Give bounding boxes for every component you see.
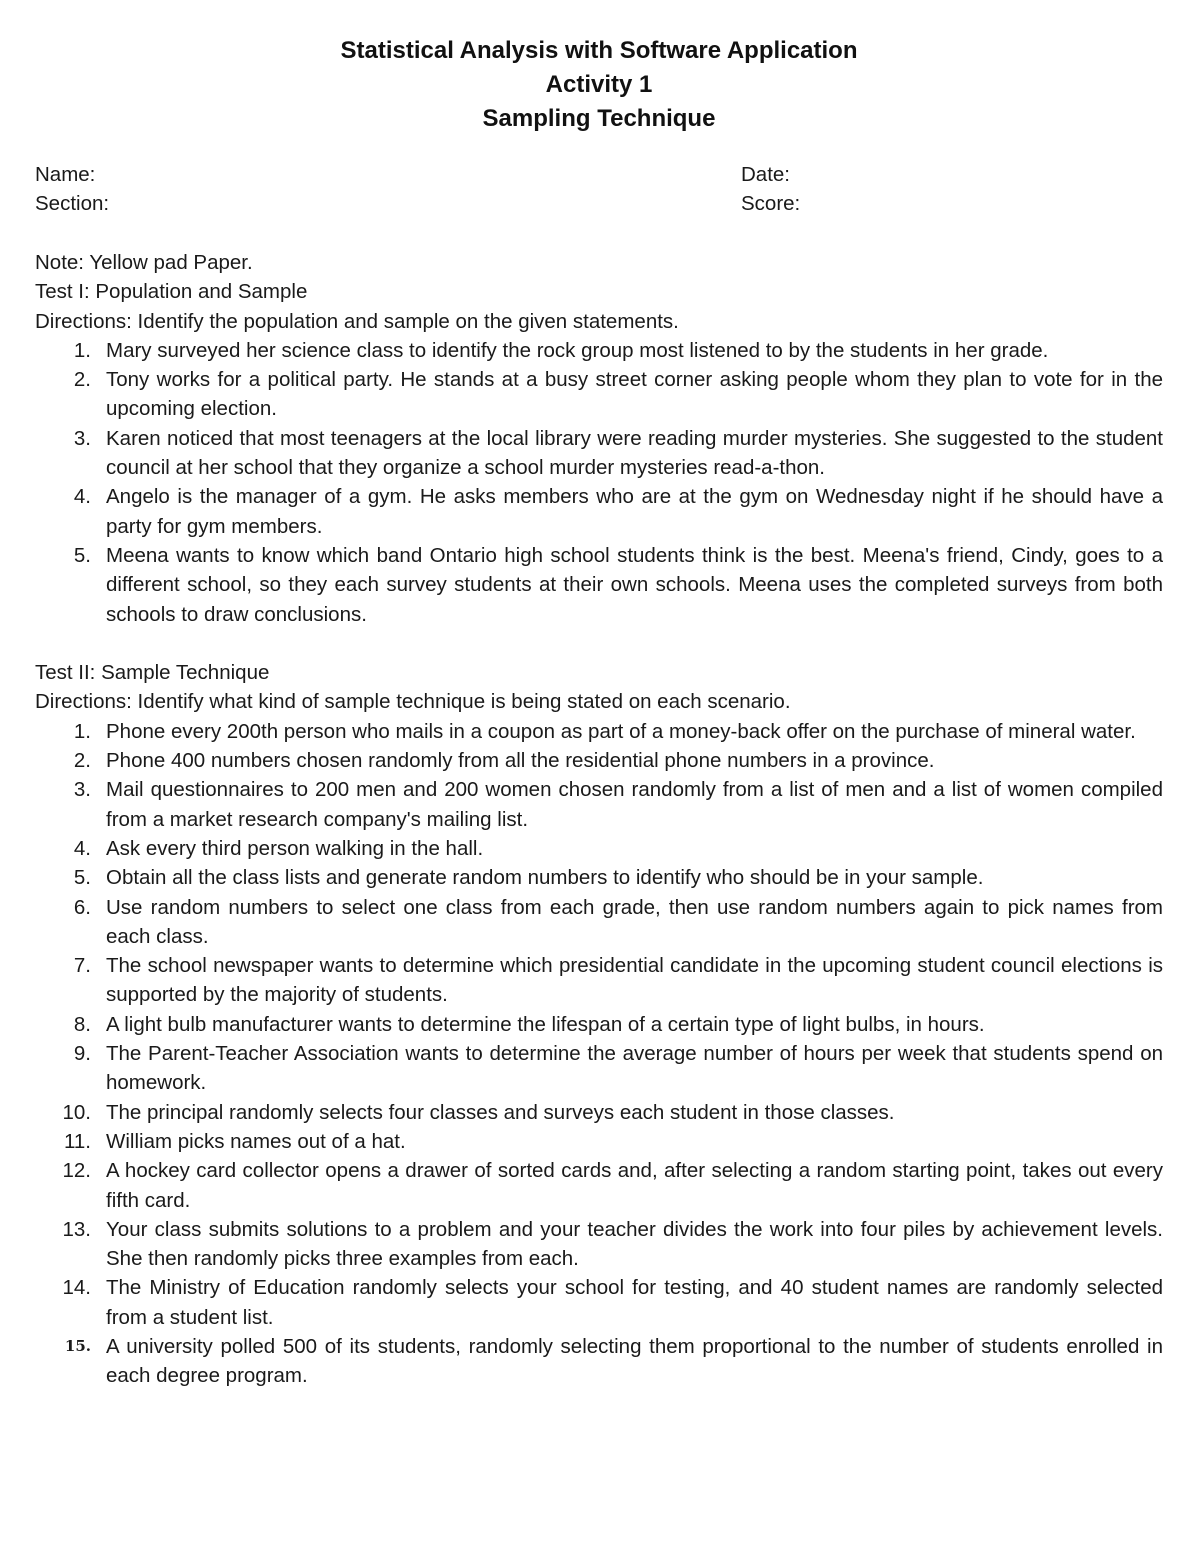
date-field-label: Date: (741, 163, 790, 186)
list-item (35, 951, 1163, 1010)
list-item (35, 541, 1163, 629)
list-item-text: Ask every third person walking in the hall. (106, 836, 484, 860)
list-item (35, 1273, 1163, 1332)
list-item-number: 5. (73, 543, 91, 567)
list-item-text: Mary surveyed her science class to identify the rock group most listened to by the students in her grade. (106, 338, 1049, 362)
list-item-number: 4. (73, 485, 91, 509)
list-item-number: 13. (62, 1217, 91, 1241)
list-item (35, 1332, 1163, 1391)
test2-directions: Directions: Identify what kind of sample technique is being stated on each scenario. (35, 690, 791, 714)
list-item-number: 11. (64, 1129, 91, 1153)
name-field-label: Name: (35, 163, 96, 186)
list-item (35, 365, 1163, 424)
list-item (35, 1215, 1163, 1274)
list-item-number: 9. (73, 1042, 91, 1066)
list-item-text: Meena wants to know which band Ontario high school students think is the best. Meena's friend, Cindy, goes to a different school, so they each survey students at their own schools. Meena uses the completed surveys from both schools to draw conclusions. (106, 543, 1163, 626)
list-item-text: Tony works for a political party. He stands at a busy street corner asking people whom they plan to vote for in the upcoming election. (106, 368, 1163, 421)
test1-directions: Directions: Identify the population and sample on the given statements. (35, 309, 679, 333)
list-item-number: 10. (62, 1100, 91, 1124)
instructions-body (35, 248, 1163, 1391)
title-course: Statistical Analysis with Software Application (340, 37, 858, 64)
list-item-number: 6. (73, 895, 91, 919)
test1-item-list (35, 336, 1163, 629)
list-item-number: 2. (73, 368, 91, 392)
list-item (35, 1098, 1163, 1127)
list-item (35, 424, 1163, 483)
list-item-text: Angelo is the manager of a gym. He asks members who are at the gym on Wednesday night if he should have a party for gym members. (106, 485, 1163, 538)
list-item-text: The principal randomly selects four classes and surveys each student in those classes. (106, 1100, 895, 1124)
list-item-text: William picks names out of a hat. (106, 1129, 406, 1153)
list-item-text: Mail questionnaires to 200 men and 200 women chosen randomly from a list of men and a list of women compiled from a market research company's mailing list. (106, 778, 1163, 831)
test2-item-list (35, 717, 1163, 1391)
title-activity: Activity 1 (545, 71, 653, 98)
list-item-number: 14. (62, 1276, 91, 1300)
list-item-text: The school newspaper wants to determine which presidential candidate in the upcoming student council elections is supported by the majority of students. (106, 954, 1163, 1007)
list-item-number: 1. (73, 719, 91, 743)
list-item-text: A light bulb manufacturer wants to determine the lifespan of a certain type of light bulbs, in hours. (106, 1012, 985, 1036)
list-item-number: 2. (73, 749, 91, 773)
note-text: Note: Yellow pad Paper. (35, 251, 253, 274)
list-item-text: A university polled 500 of its students, randomly selecting them proportional to the number of students enrolled in each degree program. (106, 1334, 1163, 1388)
document-page (35, 34, 1163, 1391)
list-item-number: 5. (73, 866, 91, 890)
section-field-label: Section: (35, 192, 110, 215)
list-item (35, 775, 1163, 834)
test2-heading: Test II: Sample Technique (35, 661, 270, 685)
list-item-number: 3. (73, 778, 91, 802)
document-title (35, 34, 1163, 136)
list-item (35, 336, 1163, 365)
list-item (35, 893, 1163, 952)
title-topic: Sampling Technique (482, 105, 716, 132)
list-item-number: 4. (73, 836, 91, 860)
list-item (35, 834, 1163, 863)
list-item (35, 1010, 1163, 1039)
list-item-number: 3. (73, 426, 91, 450)
list-item-text: Phone 400 numbers chosen randomly from all the residential phone numbers in a province. (106, 749, 935, 773)
score-field-label: Score: (741, 192, 801, 215)
list-item (35, 1127, 1163, 1156)
list-item-number: 8. (73, 1012, 91, 1036)
list-item-text: Phone every 200th person who mails in a coupon as part of a money-back offer on the purchase of mineral water. (106, 719, 1136, 743)
list-item-number: 12. (62, 1159, 91, 1183)
test1-heading: Test I: Population and Sample (35, 280, 308, 304)
list-item-text: Obtain all the class lists and generate random numbers to identify who should be in your sample. (106, 866, 984, 890)
list-item (35, 863, 1163, 892)
list-item-number: 7. (73, 954, 91, 978)
list-item (35, 482, 1163, 541)
student-info-fields (35, 160, 1163, 218)
list-item-text: Your class submits solutions to a problem and your teacher divides the work into four piles by achievement levels. She then randomly picks three examples from each. (106, 1217, 1163, 1271)
list-item (35, 746, 1163, 775)
list-item-number: 15. (64, 1336, 91, 1355)
list-item (35, 1156, 1163, 1215)
list-item-text: Use random numbers to select one class from each grade, then use random numbers again to pick names from each class. (106, 895, 1163, 948)
list-item-text: Karen noticed that most teenagers at the local library were reading murder mysteries. She suggested to the student council at her school that they organize a school murder mysteries read-a-thon. (106, 426, 1163, 480)
list-item-number: 1. (73, 338, 91, 362)
list-item-text: The Ministry of Education randomly selects your school for testing, and 40 student names are randomly selected from a student list. (106, 1276, 1163, 1329)
list-item-text: The Parent-Teacher Association wants to determine the average number of hours per week that students spend on homework. (106, 1042, 1163, 1095)
list-item (35, 1039, 1163, 1098)
list-item-text: A hockey card collector opens a drawer of sorted cards and, after selecting a random starting point, takes out every fifth card. (106, 1159, 1163, 1212)
list-item (35, 717, 1163, 746)
